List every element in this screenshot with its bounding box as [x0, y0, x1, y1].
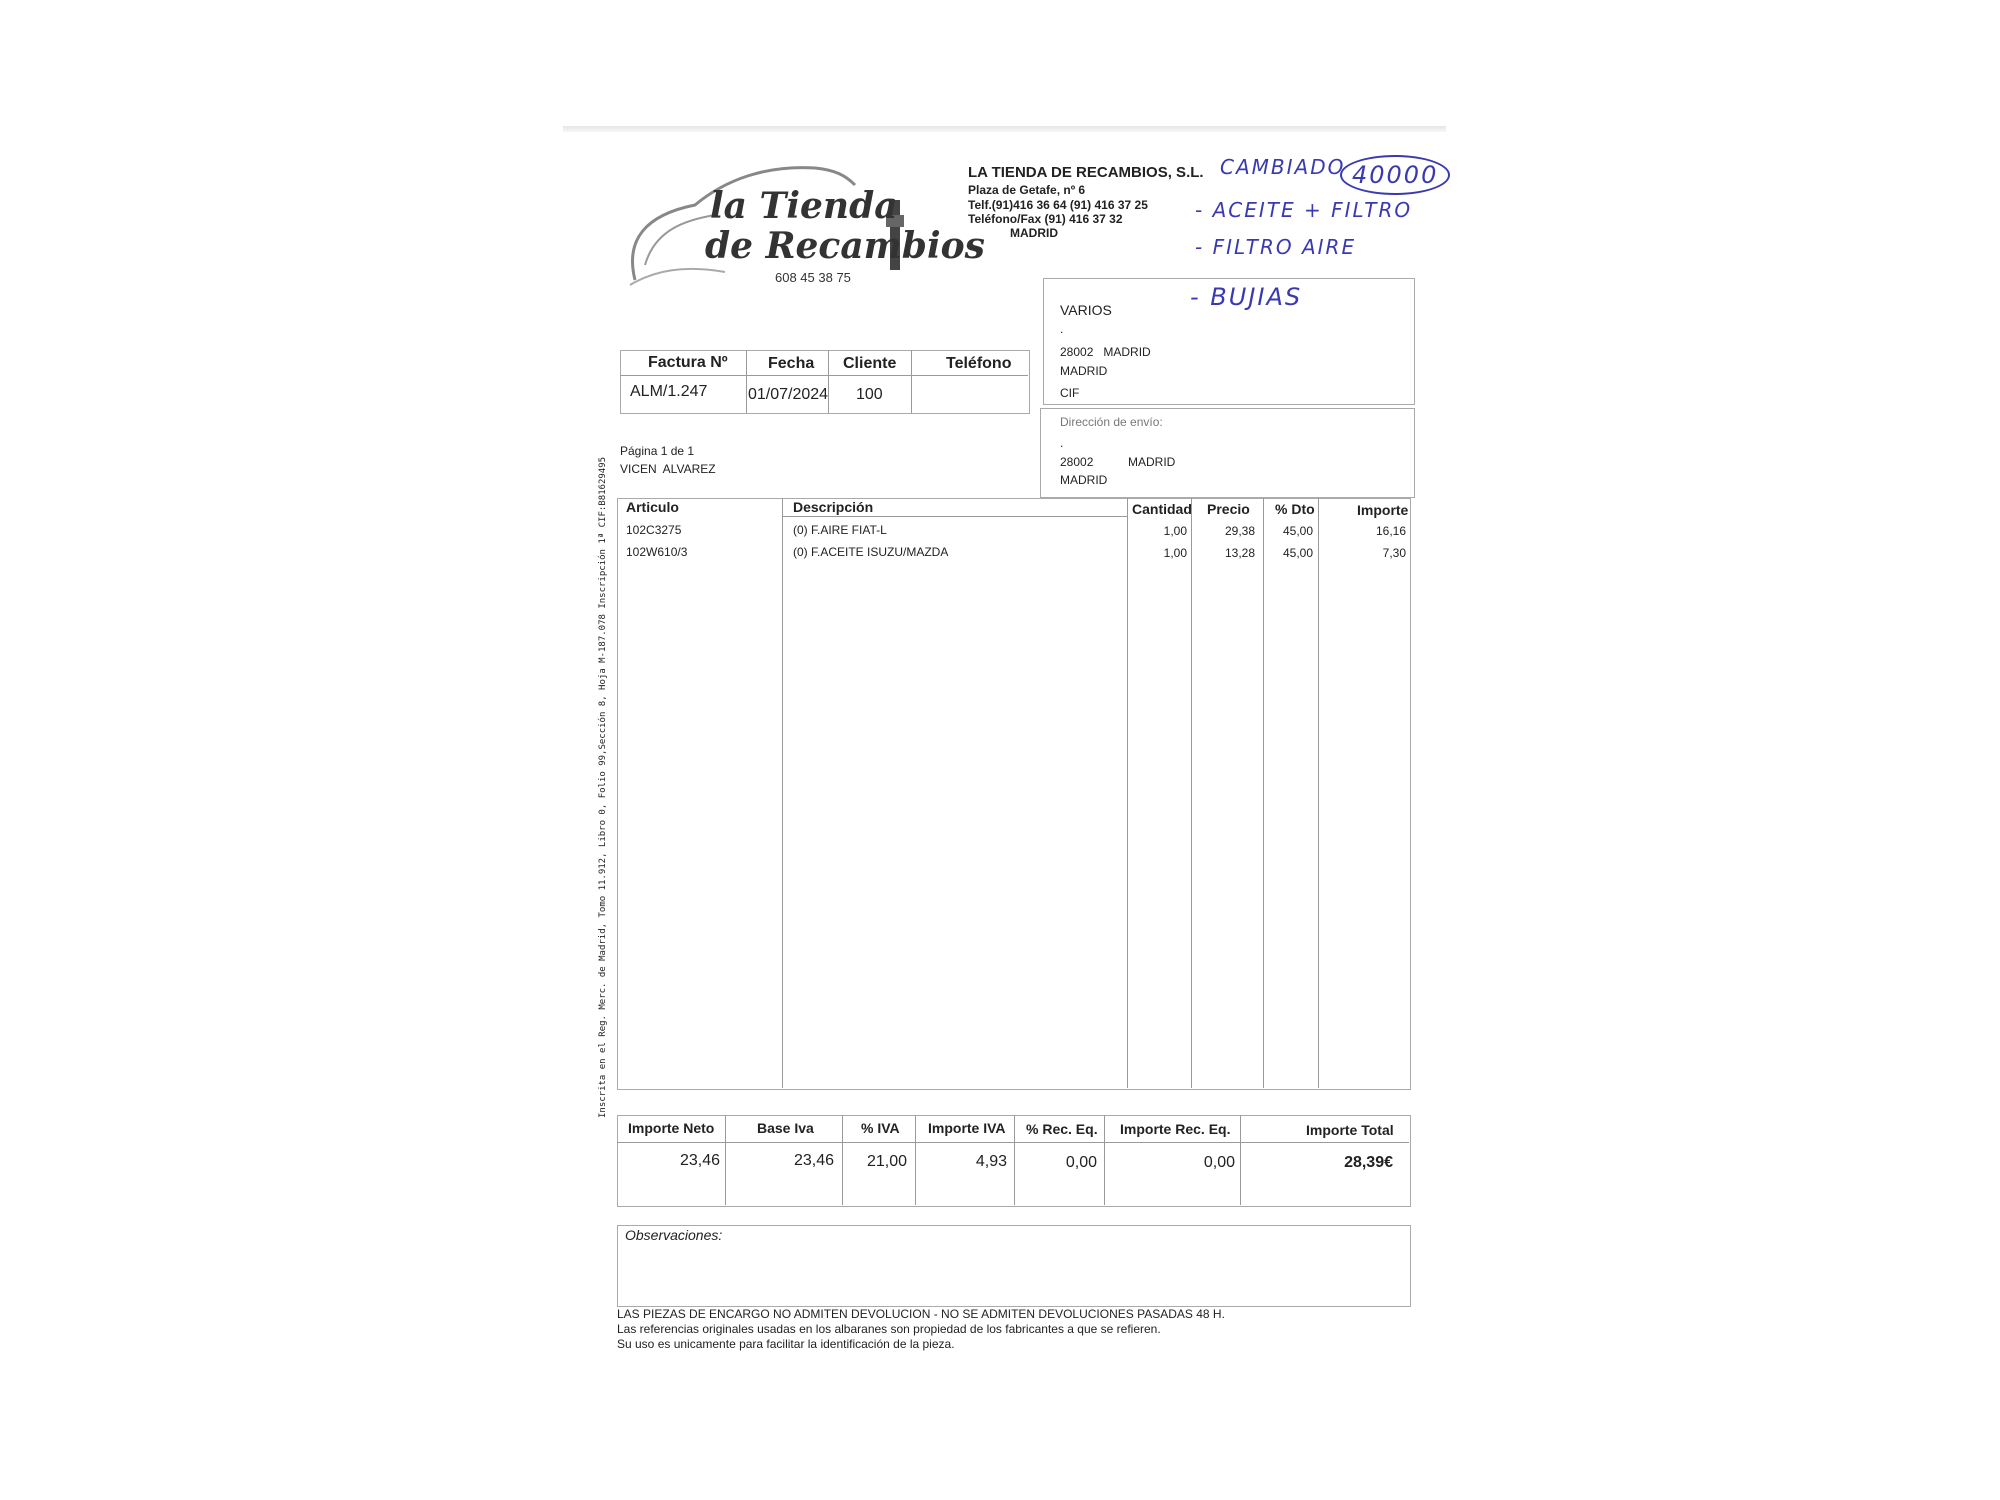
customer-box — [1043, 278, 1415, 405]
registry-side-text: Inscrita en el Reg. Merc. de Madrid, Tomo 11.912, Libro 0, Folio 99,Sección 8, Hoja M-187.078 Inscripción 1ª CIF:B81629495 — [598, 456, 608, 1118]
invoice-client: 100 — [856, 386, 883, 403]
shipping-province: MADRID — [1060, 473, 1108, 487]
handwritten-note-1: CAMBIADO — [1220, 155, 1346, 179]
col-quantity: Cantidad — [1132, 501, 1192, 517]
shipping-dot: . — [1060, 436, 1064, 450]
col-discount: % Dto — [1275, 501, 1315, 517]
total-rec-rate-label: % Rec. Eq. — [1026, 1121, 1098, 1137]
company-city: MADRID — [1010, 226, 1058, 240]
col-price: Precio — [1207, 501, 1250, 517]
row-article: 102W610/3 — [626, 545, 688, 559]
row-quantity: 1,00 — [1163, 524, 1187, 538]
handwritten-note-4: - BUJIAS — [1190, 283, 1303, 311]
row-price: 13,28 — [1224, 546, 1255, 560]
customer-cif: CIF — [1060, 386, 1080, 400]
total-net-value: 23,46 — [679, 1152, 720, 1169]
customer-name: VARIOS — [1060, 302, 1112, 318]
total-vat-rate-value: 21,00 — [866, 1153, 907, 1170]
col-article: Articulo — [626, 499, 679, 515]
page-info: Página 1 de 1 — [620, 444, 695, 458]
shipping-label: Dirección de envío: — [1060, 415, 1163, 429]
company-name: LA TIENDA DE RECAMBIOS, S.L. — [968, 164, 1204, 181]
total-rec-amount-label: Importe Rec. Eq. — [1120, 1121, 1231, 1137]
total-vat-amount-label: Importe IVA — [928, 1120, 1006, 1136]
row-description: (0) F.AIRE FIAT-L — [793, 523, 887, 537]
total-rec-amount-value: 0,00 — [1203, 1154, 1235, 1171]
invoice-number: ALM/1.247 — [630, 383, 708, 400]
logo-line-2: de Recambios — [705, 225, 985, 267]
observations-label: Observaciones: — [625, 1227, 723, 1243]
footer-line-1: LAS PIEZAS DE ENCARGO NO ADMITEN DEVOLUCION - NO SE ADMITEN DEVOLUCIONES PASADAS 48 H. — [617, 1307, 1225, 1321]
grand-total-value: 28,39€ — [1344, 1154, 1393, 1171]
logo-line-1: la Tienda — [710, 185, 898, 227]
company-logo — [615, 160, 985, 300]
shipping-postal: 28002 — [1060, 455, 1094, 469]
total-base-value: 23,46 — [793, 1152, 834, 1169]
row-quantity: 1,00 — [1163, 546, 1187, 560]
shipping-city: MADRID — [1128, 455, 1176, 469]
row-description: (0) F.ACEITE ISUZU/MAZDA — [793, 545, 949, 559]
col-description: Descripción — [793, 499, 874, 515]
customer-province: MADRID — [1060, 364, 1108, 378]
total-label: Importe Total — [1306, 1122, 1394, 1138]
scan-top-edge — [563, 126, 1446, 132]
row-price: 29,38 — [1224, 524, 1255, 538]
footer-line-2: Las referencias originales usadas en los albaranes son propiedad de los fabricantes a que se refieren. — [617, 1322, 1161, 1336]
logo-phone: 608 45 38 75 — [775, 270, 851, 285]
handwritten-note-3: - FILTRO AIRE — [1195, 235, 1357, 259]
footer-line-3: Su uso es unicamente para facilitar la identificación de la pieza. — [617, 1337, 955, 1351]
invoice-date: 01/07/2024 — [748, 386, 829, 403]
handwritten-note-2: - ACEITE + FILTRO — [1195, 198, 1413, 222]
header-date-label: Fecha — [768, 355, 815, 372]
total-base-label: Base Iva — [757, 1120, 814, 1136]
seller-name: VICEN ALVAREZ — [620, 462, 716, 476]
total-vat-amount-value: 4,93 — [975, 1153, 1007, 1170]
row-article: 102C3275 — [626, 523, 682, 537]
total-rec-rate-value: 0,00 — [1065, 1154, 1097, 1171]
total-vat-rate-label: % IVA — [861, 1120, 900, 1136]
total-net-label: Importe Neto — [628, 1120, 715, 1136]
header-client-label: Cliente — [843, 355, 897, 372]
row-amount: 7,30 — [1382, 546, 1406, 560]
col-amount: Importe — [1357, 502, 1409, 518]
header-phone-label: Teléfono — [946, 355, 1012, 372]
customer-dot: . — [1060, 322, 1064, 336]
customer-postal-city: 28002 MADRID — [1060, 345, 1151, 359]
observations-box — [617, 1225, 1411, 1307]
row-discount: 45,00 — [1282, 546, 1313, 560]
company-fax: Teléfono/Fax (91) 416 37 32 — [968, 212, 1123, 226]
header-invoice-no-label: Factura Nº — [648, 354, 728, 371]
company-address: Plaza de Getafe, nº 6 — [968, 183, 1086, 197]
row-discount: 45,00 — [1282, 524, 1313, 538]
company-phone: Telf.(91)416 36 64 (91) 416 37 25 — [968, 198, 1148, 212]
handwritten-circled-km: 40000 — [1340, 155, 1450, 195]
row-amount: 16,16 — [1375, 524, 1406, 538]
